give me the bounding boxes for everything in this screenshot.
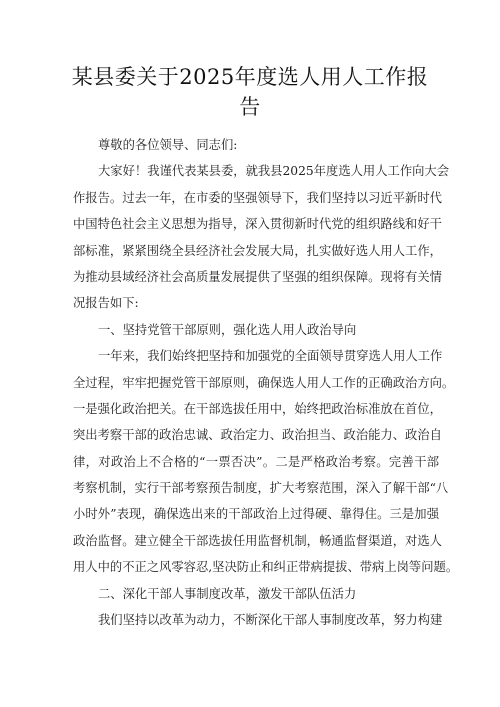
title-line-2: 告 <box>239 95 261 119</box>
document-body <box>73 132 459 633</box>
text-line: 中国特色社会主义思想为指导，深入贯彻新时代党的组织路线和好干 <box>73 217 442 232</box>
text-line: 一是强化政治把关。在干部选拔任用中，始终把政治标准放在首位， <box>73 401 442 416</box>
text-line: 我们坚持以改革为动力，不断深化干部人事制度改革，努力构建 <box>98 613 443 628</box>
text-line: 尊敬的各位领导、同志们: <box>98 138 238 152</box>
text-line: 为推动县域经济社会高质量发展提供了坚强的组织保障。现将有关情 <box>73 269 442 284</box>
document-title <box>60 62 440 122</box>
text-line: 突出考察干部的政治忠诚、政治定力、政治担当、政治能力、政治自 <box>73 428 442 443</box>
text-line: 小时外”表现，确保选出来的干部政治上过得硬、靠得住。三是加强 <box>73 507 439 522</box>
text-line: 律，对政治上不合格的“一票否决”。二是严格政治考察。完善干部 <box>73 454 439 469</box>
text-line: 政治监督。建立健全干部选拔任用监督机制，畅通监督渠道，对选人 <box>73 533 442 548</box>
text-line: 作报告。过去一年，在市委的坚强领导下，我们坚持以习近平新时代 <box>73 190 442 205</box>
text-line: 考察机制，实行干部考察预告制度，扩大考察范围，深入了解干部“八 <box>73 481 449 496</box>
text-line: 全过程，牢牢把握党管干部原则，确保选人用人工作的正确政治方向。 <box>73 375 455 390</box>
title-line-1: 某县委关于2025年度选人用人工作报 <box>71 65 429 89</box>
text-line: 况报告如下: <box>73 296 139 311</box>
text-line: 一年来，我们始终把坚持和加强党的全面领导贯穿选人用人工作 <box>98 349 443 364</box>
text-line: 用人中的不正之风零容忍,坚决防止和纠正带病提拔、带病上岗等问题。 <box>73 560 459 575</box>
text-line: 部标准，紧紧围绕全县经济社会发展大局，扎实做好选人用人工作， <box>73 243 442 258</box>
text-line: 一、坚持党管干部原则，强化选人用人政治导向 <box>98 322 357 337</box>
text-line: 二、深化干部人事制度改革，激发干部队伍活力 <box>98 586 357 601</box>
text-line: 大家好！我谨代表某县委，就我县2025年度选人用人工作向大会 <box>98 164 450 179</box>
